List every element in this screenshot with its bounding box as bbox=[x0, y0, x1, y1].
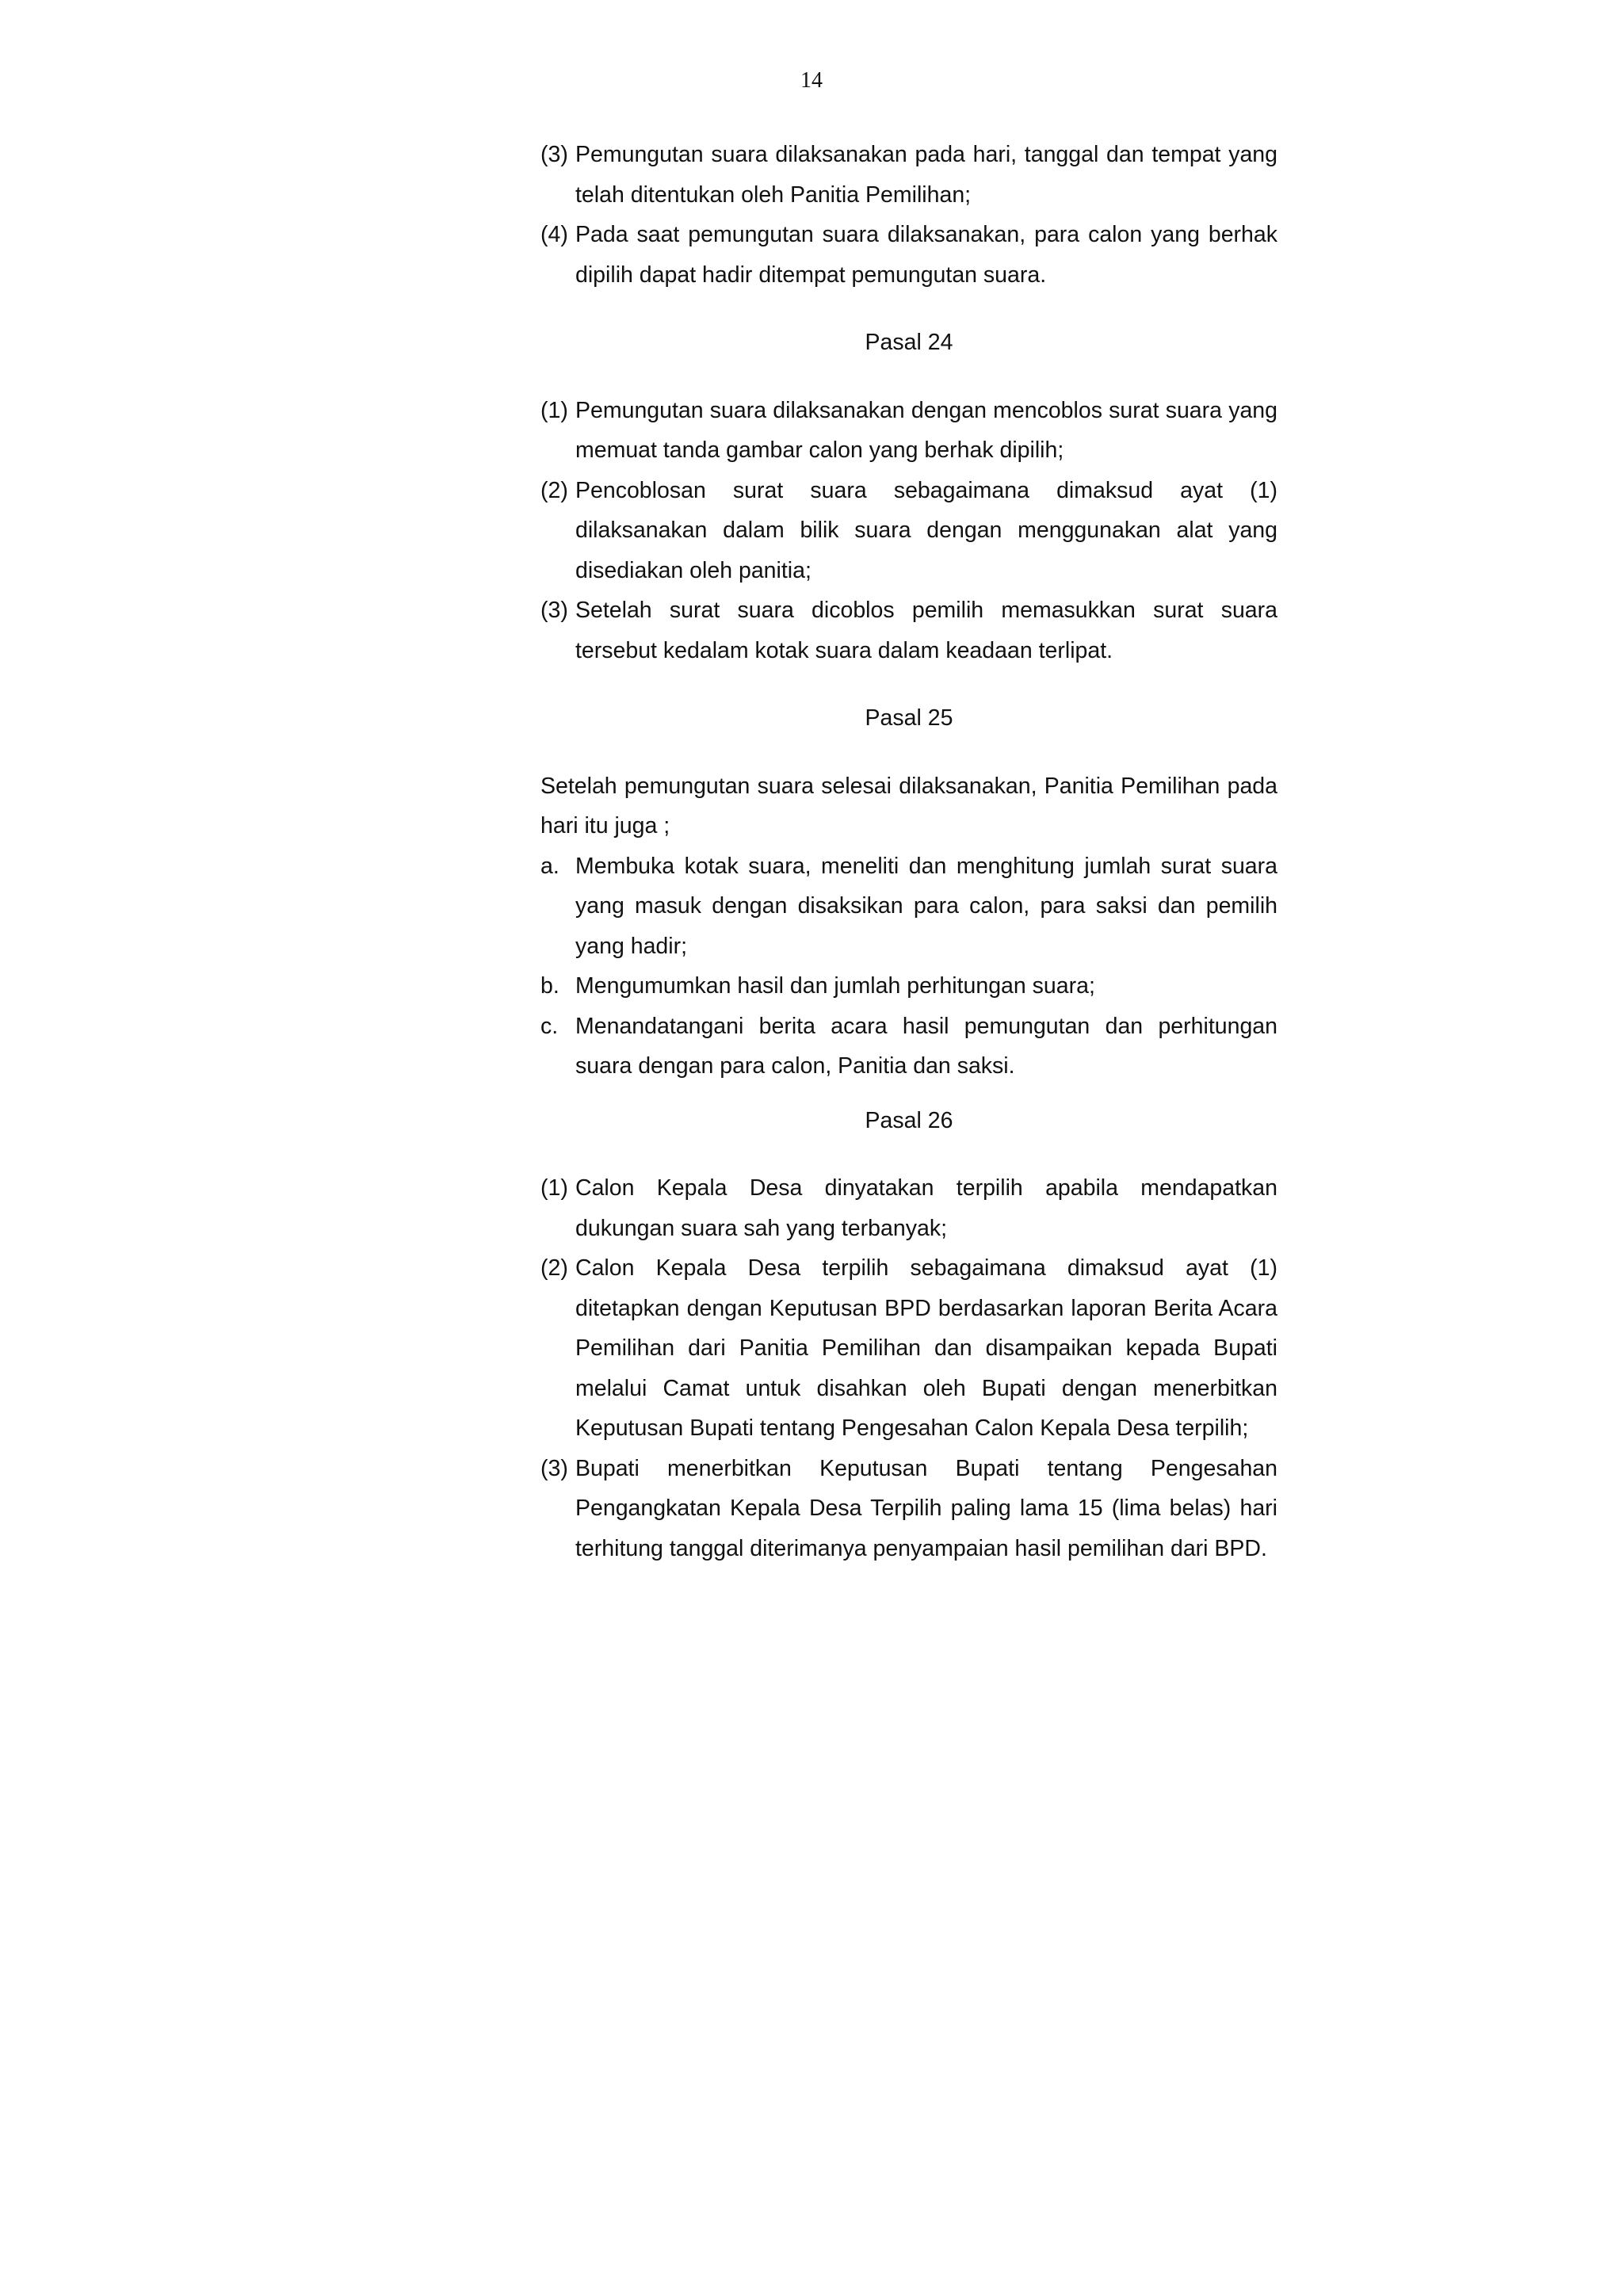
section-heading: Pasal 25 bbox=[865, 705, 953, 731]
item-marker: a. bbox=[540, 853, 559, 879]
item-marker: (3) bbox=[540, 142, 568, 167]
list-item bbox=[540, 471, 1277, 591]
item-marker: c. bbox=[540, 1013, 559, 1039]
item-marker: (3) bbox=[540, 1455, 568, 1481]
section-pasal-24 bbox=[540, 323, 1277, 670]
section-pasal-26 bbox=[540, 1101, 1277, 1569]
list-item bbox=[540, 215, 1277, 295]
section-pasal-25 bbox=[540, 698, 1277, 1087]
item-marker: (3) bbox=[540, 598, 568, 623]
section-heading: Pasal 26 bbox=[865, 1107, 953, 1133]
item-text: Calon Kepala Desa terpilih sebagaimana dimaksud ayat (1) ditetapkan dengan Keputusan BPD berdasarkan laporan Berita Acara Pemilihan dari Panitia Pemilihan dan disampaikan kepada Bupati melalui Camat untuk disahkan oleh Bupati dengan menerbitkan Keputusan Bupati tentang Pengesahan Calon Kepala Desa terpilih; bbox=[575, 1255, 1277, 1441]
item-text: Bupati menerbitkan Keputusan Bupati tentang Pengesahan Pengangkatan Kepala Desa Terpilih paling lama 15 (lima belas) hari terhitung tanggal diterimanya penyampaian hasil pemilihan dari BPD. bbox=[575, 1455, 1277, 1561]
list-item bbox=[540, 846, 1277, 967]
item-text: Pencoblosan surat suara sebagaimana dimaksud ayat (1) dilaksanakan dalam bilik suara dengan menggunakan alat yang disediakan oleh panitia; bbox=[575, 477, 1277, 583]
item-text: Pada saat pemungutan suara dilaksanakan, para calon yang berhak dipilih dapat hadir ditempat pemungutan suara. bbox=[575, 222, 1277, 288]
section-heading: Pasal 24 bbox=[865, 330, 953, 355]
list-item bbox=[540, 391, 1277, 471]
page-number: 14 bbox=[800, 68, 823, 93]
item-marker: b. bbox=[540, 973, 559, 999]
section-intro-paragraph: Setelah pemungutan suara selesai dilaksanakan, Panitia Pemilihan pada hari itu juga ; bbox=[540, 773, 1277, 839]
intro-list bbox=[540, 135, 1277, 295]
item-text: Menandatangani berita acara hasil pemungutan dan perhitungan suara dengan para calon, Panitia dan saksi. bbox=[575, 1013, 1277, 1079]
item-marker: (1) bbox=[540, 1175, 568, 1201]
document-body bbox=[540, 135, 1277, 1568]
item-marker: (1) bbox=[540, 397, 568, 423]
item-text: Setelah surat suara dicoblos pemilih memasukkan surat suara tersebut kedalam kotak suara dalam keadaan terlipat. bbox=[575, 598, 1277, 663]
list-item bbox=[540, 1449, 1277, 1569]
item-marker: (2) bbox=[540, 477, 568, 503]
list-item bbox=[540, 966, 1277, 1007]
list-item bbox=[540, 1248, 1277, 1449]
list-item bbox=[540, 1168, 1277, 1248]
item-text: Pemungutan suara dilaksanakan pada hari, tanggal dan tempat yang telah ditentukan oleh Panitia Pemilihan; bbox=[575, 142, 1277, 208]
list-item bbox=[540, 135, 1277, 215]
item-text: Mengumumkan hasil dan jumlah perhitungan suara; bbox=[575, 973, 1095, 999]
item-text: Pemungutan suara dilaksanakan dengan mencoblos surat suara yang memuat tanda gambar calon yang berhak dipilih; bbox=[575, 397, 1277, 463]
item-marker: (4) bbox=[540, 222, 568, 247]
list-item bbox=[540, 1007, 1277, 1087]
item-marker: (2) bbox=[540, 1255, 568, 1281]
item-text: Membuka kotak suara, meneliti dan menghitung jumlah surat suara yang masuk dengan disaksikan para calon, para saksi dan pemilih yang hadir; bbox=[575, 853, 1277, 959]
item-text: Calon Kepala Desa dinyatakan terpilih apabila mendapatkan dukungan suara sah yang terbanyak; bbox=[575, 1175, 1277, 1241]
list-item bbox=[540, 590, 1277, 670]
